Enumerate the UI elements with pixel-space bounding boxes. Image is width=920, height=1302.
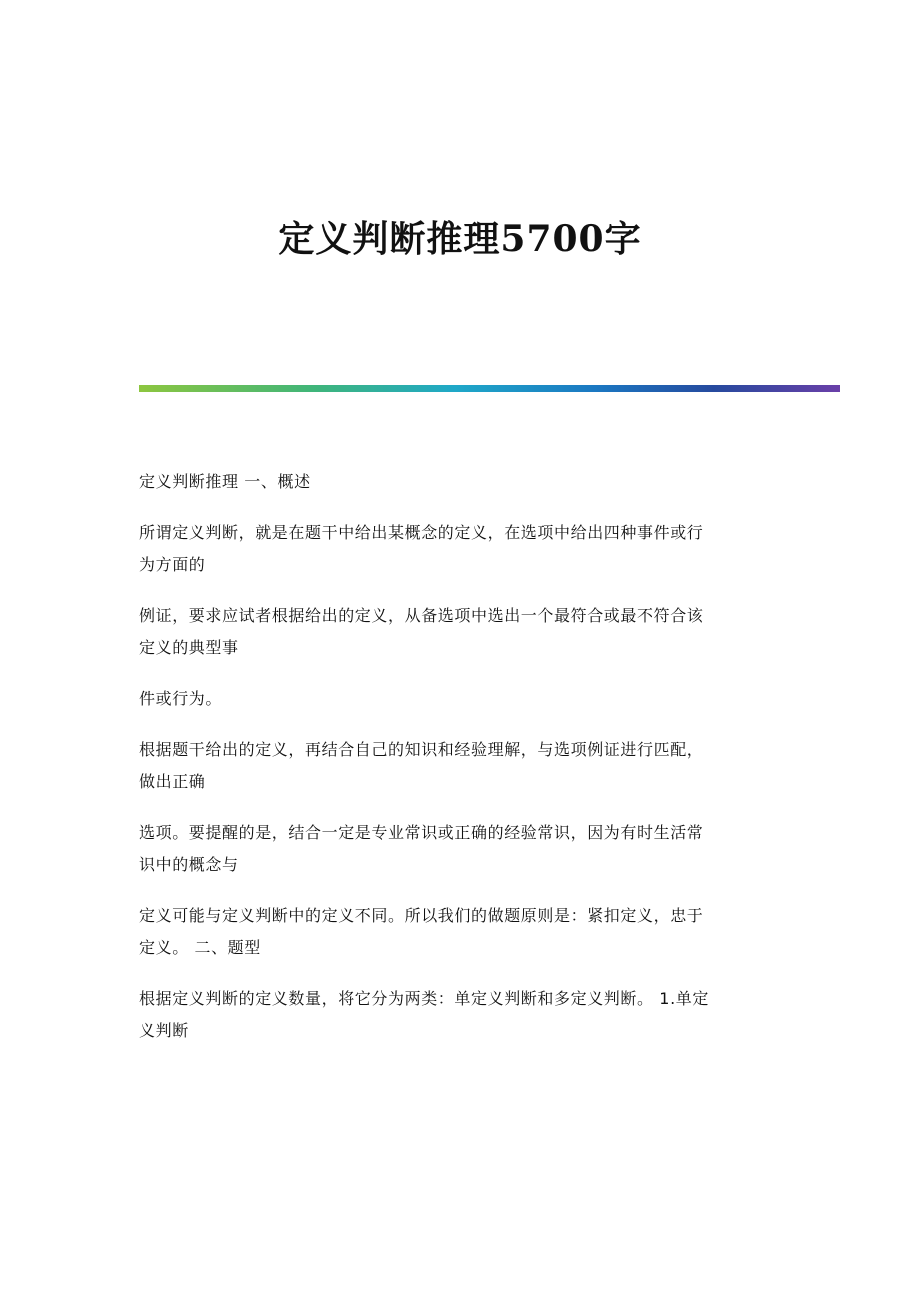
- text-line: 义判断: [139, 1021, 189, 1040]
- paragraph-reminder: [139, 817, 789, 881]
- paragraph-events: [139, 683, 789, 715]
- paragraph-types: [139, 983, 789, 1047]
- document-body: [139, 466, 789, 1047]
- text-line: 定义可能与定义判断中的定义不同。所以我们的做题原则是：紧扣定义，忠于: [139, 906, 704, 925]
- text-line: 定义的典型事: [139, 638, 239, 657]
- paragraph-overview-heading: [139, 466, 789, 498]
- text-line: 为方面的: [139, 555, 206, 574]
- paragraph-matching: [139, 734, 789, 798]
- text-line: 识中的概念与: [139, 855, 239, 874]
- text-line: 例证，要求应试者根据给出的定义，从备选项中选出一个最符合或最不符合该: [139, 606, 704, 625]
- text-line: 根据题干给出的定义，再结合自己的知识和经验理解，与选项例证进行匹配，: [139, 740, 704, 759]
- text-line: 定义判断推理 一、概述: [139, 472, 311, 491]
- document-title: 定义判断推理5700字: [278, 218, 642, 260]
- paragraph-principle: [139, 900, 789, 964]
- title-divider-rule: [139, 385, 840, 392]
- text-line: 选项。要提醒的是，结合一定是专业常识或正确的经验常识，因为有时生活常: [139, 823, 704, 842]
- paragraph-examples: [139, 600, 789, 664]
- paragraph-definition: [139, 517, 789, 581]
- text-line: 件或行为。: [139, 689, 223, 708]
- text-line: 所谓定义判断，就是在题干中给出某概念的定义，在选项中给出四种事件或行: [139, 523, 704, 542]
- text-line: 做出正确: [139, 772, 206, 791]
- text-line: 根据定义判断的定义数量，将它分为两类：单定义判断和多定义判断。 1.单定: [139, 989, 709, 1008]
- text-line: 定义。 二、题型: [139, 938, 261, 957]
